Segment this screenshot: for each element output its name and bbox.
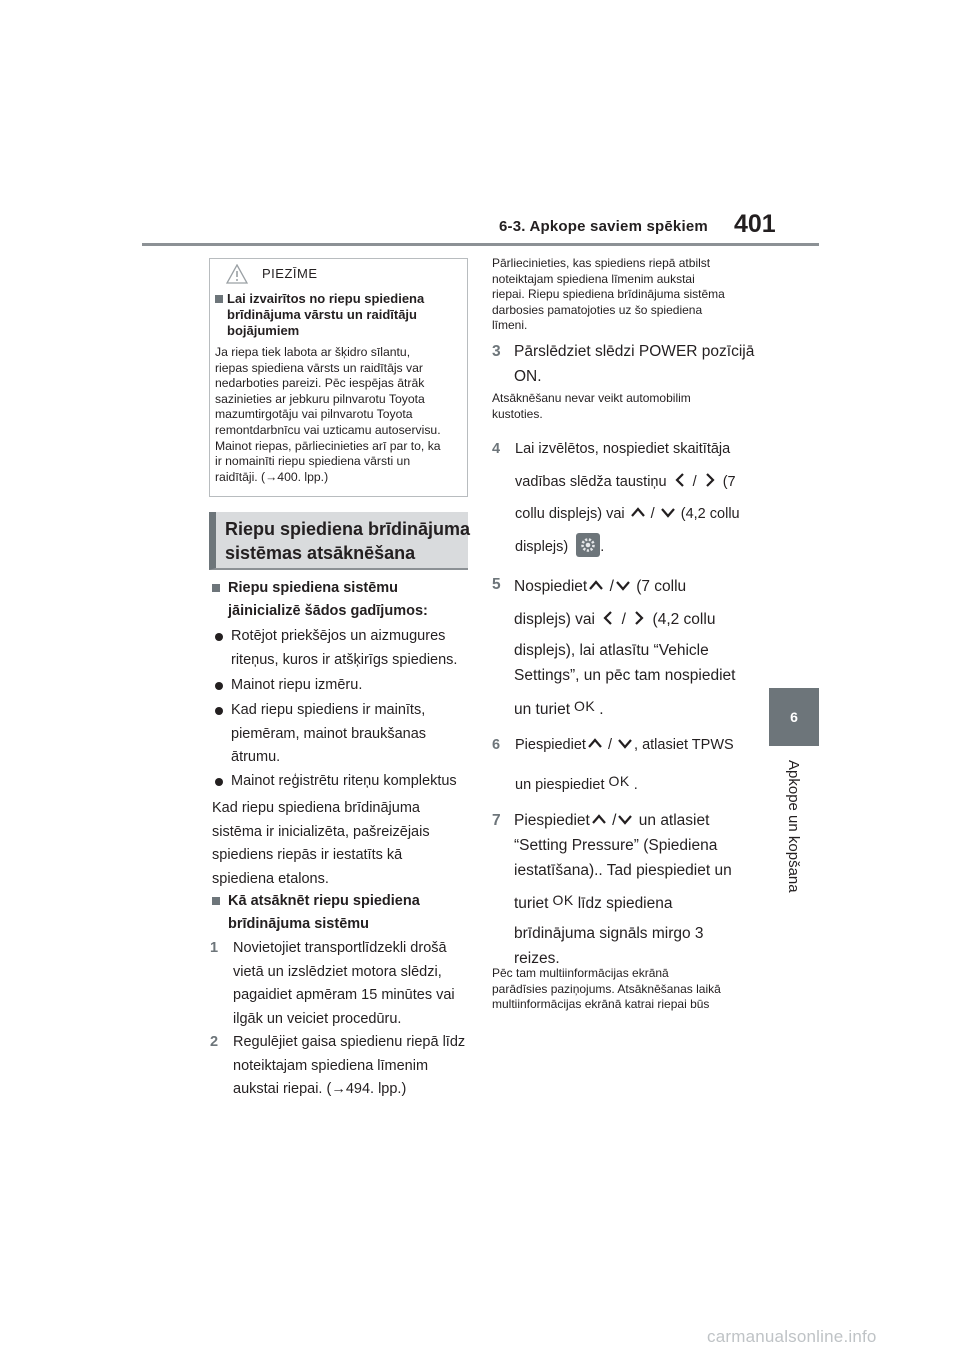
bullet-dot-icon — [215, 707, 223, 715]
square-bullet-icon — [212, 584, 220, 592]
notice-heading — [215, 291, 460, 339]
step-number: 4 — [492, 441, 501, 457]
square-bullet-icon — [215, 295, 223, 303]
notice-line: nedarboties pareizi. Pēc iespējas ātrāk — [215, 376, 425, 391]
list-item: Mainot riepu izmēru. — [212, 674, 362, 698]
notice-body — [215, 345, 465, 485]
step-1: 1 Novietojiet transportlīdzekli drošā vietā un izslēdziet motora slēdzi, pagaidiet apmēram 15 minūtes vai ilgāk un veiciet procedūru. — [210, 937, 455, 1031]
ok-button-icon: OK — [608, 773, 630, 789]
notice-line: sazinieties ar jebkuru pilnvarotu Toyota — [215, 391, 425, 406]
step-number: 6 — [492, 737, 501, 753]
ok-button-icon: OK — [574, 698, 596, 714]
chevron-left-icon — [671, 473, 689, 487]
paragraph: Kad riepu spiediena brīdinājuma sistēma ir inicializēta, pašreizējais spiediens riepās ir iestatīts kā spiediena etalons. — [212, 800, 430, 887]
notice-line: Ja riepa tiek labota ar šķidro sīlantu, — [215, 345, 411, 359]
step-number: 7 — [492, 812, 501, 829]
square-bullet-icon — [212, 897, 220, 905]
step-3-note: Atsāknēšanu nevar veikt automobilim kustoties. — [492, 391, 691, 421]
chevron-right-icon — [701, 473, 719, 487]
chevron-down-icon — [616, 812, 634, 826]
ok-button-icon: OK — [552, 892, 574, 908]
section-heading-line: Riepu spiediena brīdinājuma — [225, 519, 471, 539]
outro-paragraph: Pēc tam multiinformācijas ekrānā parādīsies paziņojums. Atsāknēšanas laikā multiinformācijas ekrānā katrai riepai būs — [492, 966, 721, 1011]
step-3: 3 Pārslēdziet slēdzi POWER pozīcijā ON. — [492, 339, 754, 389]
watermark: carmanualsonline.info — [707, 1327, 877, 1346]
step-number: 5 — [492, 576, 501, 593]
list-item: Rotējot priekšējos un aizmugures riteņus, kuros ir atšķirīgs spiediens. — [212, 625, 457, 672]
list-item: Mainot reģistrētu riteņu komplektus — [212, 770, 457, 794]
notice-box — [209, 258, 468, 497]
notice-header — [210, 259, 467, 287]
chapter-tab-label-text: Apkope un kopšana — [785, 760, 802, 893]
step-6: 6 Piespiediet / , atlasiet TPWS un piespiediet OK . — [492, 727, 734, 803]
step-number: 3 — [492, 343, 501, 360]
step-5: 5 Nospiediet / (7 collu displejs) vai / (4,2 collu displejs), lai atlasītu “Vehicle Settings”, un pēc tam nospiediet un turiet OK . — [492, 572, 735, 728]
subheading-init: Riepu spiediena sistēmu jāinicializē šādos gadījumos: — [212, 577, 428, 623]
step-number: 1 — [210, 940, 219, 956]
step-number: 2 — [210, 1034, 219, 1050]
chevron-up-icon — [586, 736, 604, 750]
section-title: 6-3. Apkope saviem spēkiem — [499, 218, 708, 235]
chevron-down-icon — [659, 505, 677, 519]
chevron-up-icon — [587, 578, 605, 592]
settings-gear-icon — [576, 533, 600, 557]
section-heading-line: sistēmas atsāknēšana — [225, 543, 416, 563]
notice-line: remontdarbnīcu vai uzticamu autoservisu. — [215, 422, 441, 437]
notice-line: mazumtirgotāju vai pilnvarotu Toyota — [215, 407, 413, 422]
bullet-dot-icon — [215, 778, 223, 786]
step-4: 4 Lai izvēlētos, nospiediet skaitītāja vadības slēdža taustiņu / (7 collu displejs) vai / (4,2 collu displejs) . — [492, 433, 740, 563]
section-heading — [209, 512, 471, 570]
intro-paragraph: Pārliecinieties, kas spiediens riepā atbilst noteiktajam spiediena līmenim aukstai riepai. Riepu spiediena brīdinājuma sistēma darbosies pamatojoties uz šo spiediena līmeni. — [492, 256, 725, 332]
bullet-dot-icon — [215, 682, 223, 690]
chevron-up-icon — [629, 505, 647, 519]
notice-heading-text: Lai izvairītos no riepu spiediena brīdinājuma vārstu un raidītāju bojājumiem — [227, 291, 425, 338]
step-7: 7 Piespiediet / un atlasiet “Setting Pressure” (Spiediena iestatīšana).. Tad piespiediet un turiet OK līdz spiediena brīdinājuma signāls mirgo 3 reizes. — [492, 808, 732, 971]
chevron-down-icon — [614, 578, 632, 592]
page-number: 401 — [734, 210, 776, 238]
notice-line: raidītāji. (→400. lpp.) — [215, 469, 329, 484]
header-rule — [142, 243, 819, 246]
chapter-tab: 6 — [769, 688, 819, 746]
bullet-dot-icon — [215, 633, 223, 641]
notice-line: riepas spiediena vārsts un raidītājs var — [215, 360, 423, 375]
chapter-tab-label — [786, 760, 802, 900]
notice-title: PIEZĪME — [262, 266, 318, 281]
chevron-right-icon — [630, 611, 648, 625]
chevron-up-icon — [590, 812, 608, 826]
step-2: 2 Regulējiet gaisa spiedienu riepā līdz noteiktajam spiediena līmenim aukstai riepai. (→494. lpp.) — [210, 1031, 465, 1102]
subheading-reset: Kā atsāknēt riepu spiediena brīdinājuma sistēmu — [212, 890, 420, 936]
list-item: Kad riepu spiediens ir mainīts, piemēram, mainot braukšanas ātrumu. — [212, 699, 426, 770]
chevron-left-icon — [599, 611, 617, 625]
notice-line: ir nomainīti riepu spiediena vārsti un — [215, 454, 411, 469]
warning-icon — [226, 264, 248, 284]
notice-line: Mainot riepas, pārliecinieties arī par to, ka — [215, 438, 441, 453]
chevron-down-icon — [616, 736, 634, 750]
